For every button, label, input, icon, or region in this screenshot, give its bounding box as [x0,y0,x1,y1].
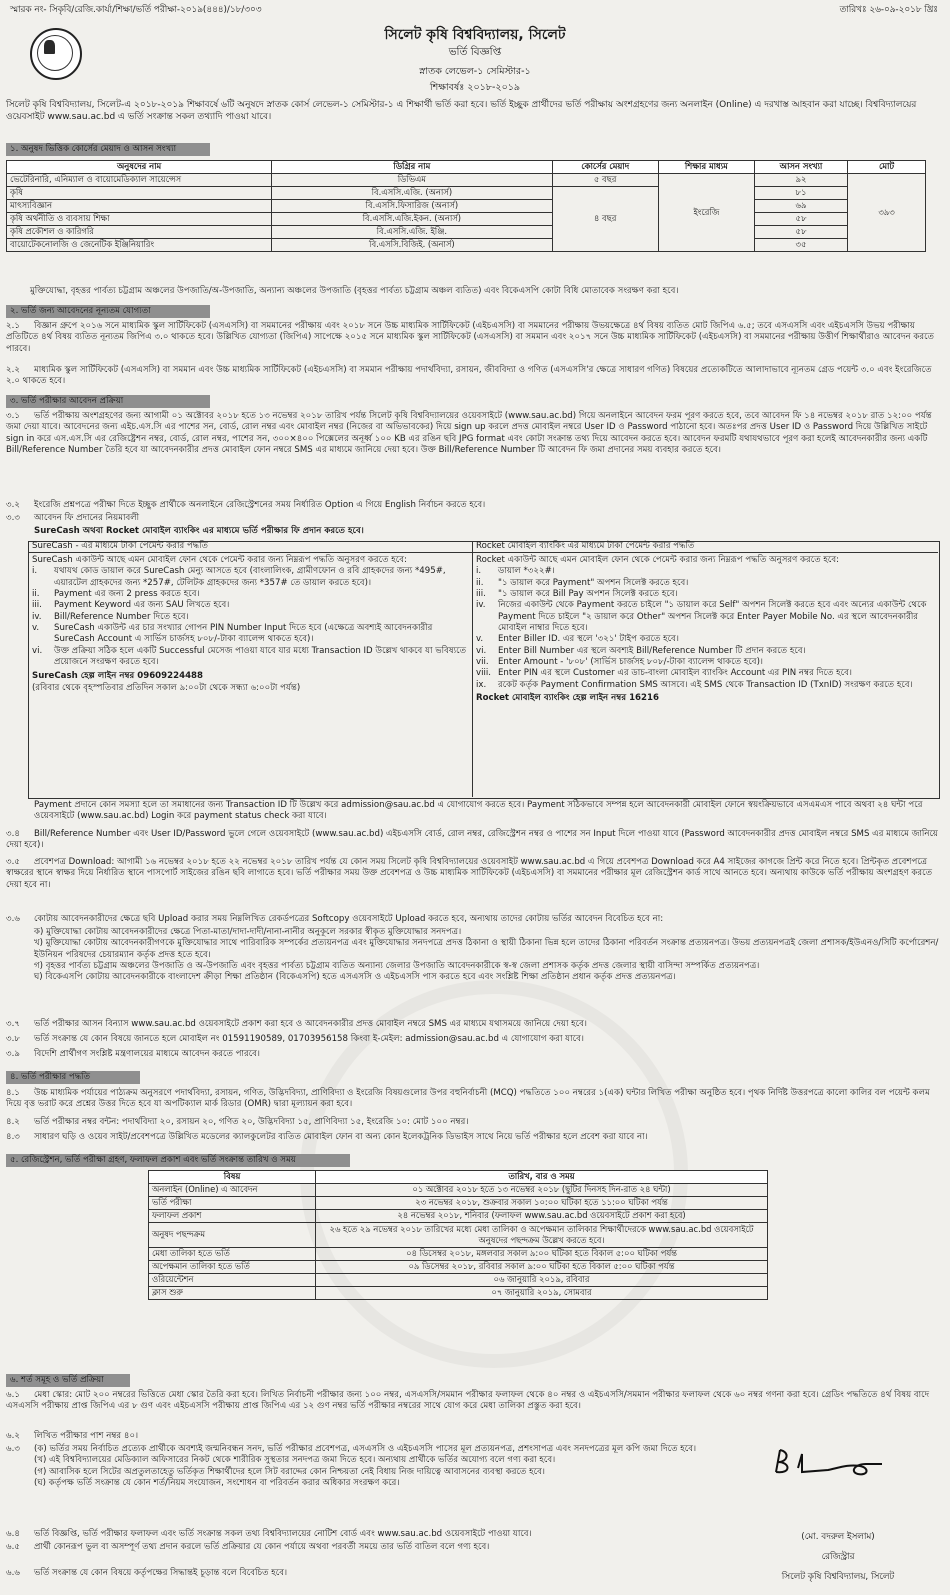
surecash-helpline: SureCash হেল্প লাইন নম্বর 09609224488 [32,671,204,682]
col-faculty: অনুষদের নাম [7,161,272,174]
surecash-step: iii. Payment Keyword এর জন্য SAU লিখতে হবে। [32,600,230,611]
registrar-title: রেজিস্ট্রার [821,1552,855,1562]
table-row: অপেক্ষমান তালিকা হতে ভর্তি ০৯ ডিসেম্বর ২০১৮, রবিবার সকাল ৯:০০ ঘটিকা হতে বিকাল ৫:০০ ঘটিকা পর্যন্ত [149,1261,768,1274]
item-3-9: ৩.৯ বিদেশি প্রার্থীগণ সংশ্লিষ্ট মন্ত্রণালয়ের মাধ্যমে আবেদন করতে পারবে। [6,1049,261,1059]
item-6-5: ৬.৫ প্রার্থী কোনরূপ ভুল বা অসম্পূর্ণ তথ্য প্রদান করলে ভর্তি প্রক্রিয়ার যে কোন পর্যায়ে অথবা পরবর্তী সময়ে তার ভর্তি বাতিল বলে গণ্য হবে। [6,1542,490,1552]
item-4-1: ৪.১ উচ্চ মাধ্যমিক পর্যায়ের পাঠ্যক্রম অনুসরণে পদার্থবিদ্যা, রসায়ন, গণিত, উদ্ভিদবিদ্যা, প্রাণিবিদ্যা ও ইংরেজি বিষয়গুলোর উপর বহুনির্বাচনী (MCQ) পদ্ধতিতে ১০০ নম্বরের ১(এক) ঘন্টার লিখিত পরীক্ষা অনুষ্ঠিত হবে। পৃথক নির্দিষ্ট উত্তরপত্রে কালো কালির বল পয়েন্ট কলম দিয়ে বৃত্ত ভরাট করে প্রশ্নের উত্তর দিতে হবে যা অপটিক্যাল মার্ক রিডার (OMR) দ্বারা মূল্যায়ন করা হবে। [6,1088,930,1110]
surecash-lead: SureCash একাউন্ট আছে এমন মোবাইল ফোন থেকে পেমেন্ট করার জন্য নিম্নরূপ পদ্ধতি অনুসরণ করতে হবে: [32,555,407,565]
table-row: ক্লাস শুরু ০৭ জানুয়ারি ২০১৯, সোমবার [149,1287,768,1300]
item-3-7: ৩.৭ ভর্তি পরীক্ষার আসন বিন্যাস www.sau.ac.bd ওয়েবসাইটে প্রকাশ করা হবে ও আবেদনকারীর প্রদত্ত মোবাইল নম্বরে SMS এর মাধ্যমে যথাসময়ে জানিয়ে দেয়া হবে। [6,1019,587,1029]
table-row: কৃষি প্রকৌশল ও কারিগরি বি.এসসি.এজি. ইঞ্জি. ৫৮ [7,226,926,239]
surecash-hours: (রবিবার থেকে বৃহস্পতিবার প্রতিদিন সকাল ৯:০০টা থেকে সন্ধ্যা ৬:০০টা পর্যন্ত) [32,682,301,693]
rocket-step: ix. রকেট কর্তৃক Payment Confirmation SMS আসবে। এই SMS থেকে Transaction ID (TxnID) সংরক্ষণ করতে হবে। [476,679,913,690]
memo-number: স্মারক নং- সিকৃবি/রেজি.কার্যা/শিক্ষা/ভর্তি পরীক্ষা-২০১৯(৪৪৪)/১৮/৩০৩ [10,5,262,15]
payment-issue-note: Payment প্রদানে কোন সমস্যা হলে তা সমাধানের জন্য Transaction ID টি উল্লেখ করে admission@sau.ac.bd এ যোগাযোগ করতে হবে। Payment সঠিকভাবে সম্পন্ন হলে আবেদনকারী মোবাইল ফোনে স্বয়ংক্রিয়ভাবে এসএমএস পাবে অথবা ২৪ ঘন্টা পরে ওয়েবসাইটে (www.sau.ac.bd) Login করে payment status check করা যাবে। [34,800,923,822]
level-title: স্নাতক লেভেল-১ সেমিস্টার-১ [419,66,531,77]
surecash-step: ii. Payment এর জন্য 2 press করতে হবে। [32,589,200,600]
schedule-table [148,1170,768,1300]
rocket-step: vii. Enter Amount - '৮০৮' (সার্ভিস চার্জসহ ৮০৮/-টাকা ব্যালেন্স থাকতে হবে)। [476,657,764,668]
rocket-step: viii. Enter PIN এর স্থলে Customer এর ডাচ-বাংলা মোবাইল ব্যাংকিং Account এর PIN নম্বর দিতে হবে। [476,668,852,679]
table-row: মেধা তালিকা হতে ভর্তি ০৪ ডিসেম্বর ২০১৮, মঙ্গলবার সকাল ৯:০০ ঘটিকা হতে বিকাল ৫:০০ ঘটিকা পর্যন্ত [149,1248,768,1261]
section-2-heading: ২. ভর্তি জন্য আবেদনের নূন্যতম যোগ্যতা [6,305,210,318]
rocket-lead: Rocket একাউন্ট আছে এমন মোবাইল ফোন থেকে পেমেন্ট করার জন্য নিম্নরূপ পদ্ধতি অনুসরণ করতে হবে: [476,555,840,565]
rocket-step: v. Enter Biller ID. এর স্থলে '৩২১' টাইপ করতে হবে। [476,634,679,645]
col-medium: শিক্ষার মাধ্যম [658,161,754,174]
section-6-heading: ৬. শর্ত সমূহ ও ভর্তি প্রক্রিয়া [6,1374,130,1387]
table-row: অনলাইন (Online) এ আবেদন ০১ অক্টোবর ২০১৮ হতে ১৩ নভেম্বর ২০১৮ (ছুটির দিনসহ দিন-রাত ২৪ ঘন্টা) [149,1184,768,1197]
rocket-step: i. ডায়াল *৩২২#। [476,566,555,577]
notice-title: ভর্তি বিজ্ঞপ্তি [448,46,502,58]
col-seats: আসন সংখ্যা [754,161,847,174]
surecash-step: iv. Bill/Reference Number দিতে হবে। [32,611,189,622]
total-cell: ৩৯৩ [848,174,926,252]
medium-cell: ইংরেজি [658,174,754,252]
item-3-3: ৩.৩ আবেদন ফি প্রদানের নিয়মাবলী [6,513,140,523]
fee-payment-note: SureCash অথবা Rocket মোবাইল ব্যাংকিং এর মাধ্যমে ভর্তি পরীক্ষার ফি প্রদান করতে হবে। [34,526,364,536]
table-row: কৃষি বি.এসসি.এজি. (অনার্স) ৪ বছর ৮১ [7,187,926,200]
surecash-step: i. যথাযথ কোড ডায়াল করে SureCash মেন্যু আসতে হবে (বাংলালিংক, গ্রামীণফোন ও রবি গ্রাহকদের জন্য *495#, এয়ারটেল গ্রাহকদের জন্য *257#, টেলিটক গ্রাহকদের জন্য *357# তে ডায়াল করতে হবে)। [32,566,446,588]
item-3-5: ৩.৫ প্রবেশপত্র Download: আগামী ১৬ নভেম্বর ২০১৮ হতে ২২ নভেম্বর ২০১৮ তারিখ পর্যন্ত যে কোন সময় সিলেট কৃষি বিশ্ববিদ্যালয়ের ওয়েবসাইট www.sau.ac.bd এ গিয়ে প্রবেশপত্র Download করে A4 সাইজের কাগজে প্রিন্ট করে নিতে হবে। প্রিন্টকৃত প্রবেশপত্রে স্বাক্ষরের স্থানে স্বাক্ষর দিয়ে নির্ধারিত স্থানে পাসপোর্ট সাইজের রঙিন ছবি লাগাতে হবে। ভর্তি পরীক্ষার সময় উক্ত প্রবেশপত্র ও উচ্চ মাধ্যমিক সার্টিফিকেট (এইচএসসি) বা সমমানের পরীক্ষার মূল রেজিস্ট্রেশন কার্ড সাথে আনতে হবে। অন্যথায় কাউকে ভর্তি পরীক্ষায় অংশগ্রহণ করতে দেয়া হবে না। [6,857,933,890]
item-3-1: ৩.১ ভর্তি পরীক্ষায় অংশগ্রহণের জন্য আগামী ০১ অক্টোবর ২০১৮ হতে ১৩ নভেম্বর ২০১৮ তারিখ পর্যন্ত সিলেট কৃষি বিশ্ববিদ্যালয়ের ওয়েবসাইটে (www.sau.ac.bd) গিয়ে অনলাইনে আবেদন ফরম পূরণ করতে হবে, তবে আবেদন ফি ১৪ নভেম্বর ২০১৮ রাত ১২:০০ পর্যন্ত জমা দেয়া যাবে। আবেদনের জন্য এইচ.এস.সি এর পাশের সন, বোর্ড, রোল নম্বর এবং মোবাইল নম্বর (নিজের বা অভিভাবকের) দিয়ে sign up করলে প্রদত্ত মোবাইল নম্বরে User ID ও Password পাঠানো হবে। অতঃপর প্রদত্ত User ID ও Password দিয়ে উল্লিখিত সাইটে sign in করে এস.এস.সি এর রেজিষ্ট্রেশন নম্বর, বোর্ড, রোল নম্বর, পাশের সন, ৩০০×৪০০ পিক্সেলের অনূর্ধ্ব ১০০ KB এর রঙিন ছবি JPG format এবং কোটা সংক্রান্ত তথ্য দিয়ে আবেদন করতে হবে। আবেদন ফরমটি যথাযথভাবে পূরণ করা হলেই আবেদনকারীর জন্য একটি Bill/Reference Number তৈরি হবে যা আবেদনকারীর প্রদত্ত মোবাইল ফোন নম্বরে SMS এর মাধ্যমে জানিয়ে দেয়া হবে। উক্ত Bill/Reference Number টি আবেদন ফি জমা প্রদানের সময় ব্যবহার করতে হবে। [6,411,932,456]
col-subject: বিষয় [149,1171,316,1184]
item-3-8: ৩.৮ ভর্তি সংক্রান্ত যে কোন বিষয়ে জানতে হলে মোবাইল নং 01591190589, 01703956158 কিংবা ই-মেইল: admission@sau.ac.bd এ যোগাযোগ করা যাবে। [6,1034,584,1044]
faculty-seat-table [6,160,926,252]
item-4-3: ৪.৩ সাধারণ ঘড়ি ও ওয়েব সাইট/প্রবেশপত্রে উল্লিখিত মডেলের ক্যালকুলেটর ব্যতিত মোবাইল ফোন বা অন্য কোন ইলেকট্রনিক ডিভাইস সাথে নিয়ে ভর্তি পরীক্ষার হলে প্রবেশ করা যাবে না। [6,1132,648,1142]
table-row: কৃষি অর্থনীতি ও ব্যবসায় শিক্ষা বি.এসসি.এজি.ইকন. (অনার্স) ৫৮ [7,213,926,226]
table-header-row [7,161,926,174]
section-4-heading: ৪. ভর্তি পরীক্ষার পদ্ধতি [6,1071,140,1084]
rocket-helpline: Rocket মোবাইল ব্যাংকিং হেল্প লাইন নম্বর 16216 [476,693,659,704]
registrar-name: (মো. বদরুল ইসলাম) [801,1532,875,1542]
registrar-org: সিলেট কৃষি বিশ্ববিদ্যালয়, সিলেট [781,1572,895,1582]
session-title: শিক্ষাবর্ষঃ ২০১৮-২০১৯ [429,82,521,93]
table-row: ওরিয়েন্টেশন ০৬ জানুয়ারি ২০১৯, রবিবার [149,1274,768,1287]
table-row: বায়োটেকনোলজি ও জেনেটিক ইঞ্জিনিয়ারিং বি.এসসি.বিজিই. (অনার্স) ৩৫ [7,239,926,252]
item-3-4: ৩.৪ Bill/Reference Number এবং User ID/Password ভুলে গেলে ওয়েবসাইটে (www.sau.ac.bd) এইচএসসি বোর্ড, রোল নম্বর, রেজিস্ট্রেশন নম্বর ও পাশের সন Input দিলে পাওয়া যাবে (Password আবেদনকারীর প্রদত্ত মোবাইল নম্বরে SMS এর মাধ্যমে জানিয়ে দেয়া হবে)। [6,829,938,851]
rocket-step: iii. "১ ডায়াল করে Bill Pay অপশন সিলেক্ট করতে হবে। [476,589,678,600]
table-row: অনুষদ পছন্দক্রম ২৬ হতে ২৯ নভেম্বর ২০১৮ তারিখের মধ্যে মেধা তালিকা ও অপেক্ষমান তালিকার শিক্ষার্থীদেরকে www.sau.ac.bd ওয়েবসাইটে অনুষদের পছন্দক্রম উল্লেখ করতে হবে। [149,1223,768,1248]
quota-note: মুক্তিযোদ্ধা, বৃহত্তর পার্বত্য চট্টগ্রাম অঞ্চলের উপজাতি/অ-উপজাতি, অন্যান্য অঞ্চলের উপজাতি (বৃহত্তর পার্বত্য চট্টগ্রাম অঞ্চল ব্যতিত) এবং বিকেএসপি কোটা বিধি মোতাবেক সংরক্ষণ করা হবে। [30,286,679,296]
intro-paragraph: সিলেট কৃষি বিশ্ববিদ্যালয়, সিলেট-এ ২০১৮-২০১৯ শিক্ষাবর্ষে ৬টি অনুষদে স্নাতক কোর্স লেভেল-১ সেমিস্টার-১ এ শিক্ষার্থী ভর্তি করা হবে। ভর্তি ইচ্ছুক প্রার্থীদের ভর্তি পরীক্ষায় অংশগ্রহণের জন্য অনলাইন (Online) এ দরখাস্ত আহবান করা যাচ্ছে। বিশ্ববিদ্যালয়ের ওয়েবসাইট www.sau.ac.bd এ ভর্তি সংক্রান্ত সকল তথ্যাদি পাওয়া যাবে। [6,100,917,122]
item-6-6: ৬.৬ ভর্তি সংক্রান্ত যে কোন বিষয়ে কর্তৃপক্ষের সিদ্ধান্তই চূড়ান্ত বলে বিবেচিত হবে। [6,1568,288,1578]
col-date-time: তারিখ, বার ও সময় [316,1171,768,1184]
rocket-panel [472,541,938,797]
item-6-1: ৬.১ মেধা স্কোর: মোট ২০০ নম্বরের ভিত্তিতে মেধা স্কোর তৈরি করা হবে। লিখিত নির্বাচনী পরীক্ষার জন্য ১০০ নম্বর, এসএসসি/সমমান পরীক্ষার ফলাফল থেকে ৪০ নম্বর ও এইচএসসি/সমমান পরীক্ষার ফলাফল থেকে ৬০ নম্বর গণনা করা হবে। গ্রেডিং পদ্ধতিতে ৪র্থ বিষয় বাদে এসএসসি পরীক্ষায় প্রাপ্ত জিপিএ এর ৮ গুণ এবং এইচএসসি পরীক্ষায় প্রাপ্ত জিপিএ এর ১২ গুণ নম্বর ভর্তি পরীক্ষার নম্বরের সাথে যোগ করে মেধা তালিকা প্রস্তুত করা হবে। [6,1390,930,1412]
col-total: মোট [848,161,926,174]
surecash-heading: SureCash - এর মাধ্যমে টাকা পেমেন্ট করার পদ্ধতি [28,541,472,553]
table-header-row [149,1171,768,1184]
rocket-step: vi. Enter Bill Number এর স্থলে অবশ্যই Bill/Reference Number টি প্রদান করতে হবে। [476,645,806,656]
table-row: ভেটেরিনারি, এনিম্যাল ও বায়োমেডিক্যাল সায়েন্সেস ডিভিএম ৫ বছর ইংরেজি ৯২ ৩৯৩ [7,174,926,187]
duration-4-cell: ৪ বছর [552,187,658,252]
notice-date: তারিখঃ ২৬-০৯-২০১৮ খ্রিঃ [839,5,938,15]
section-3-heading: ৩. ভর্তি পরীক্ষার আবেদন প্রক্রিয়া [6,395,210,408]
table-row: ফলাফল প্রকাশ ২৪ নভেম্বর ২০১৮, শনিবার (ফলাফল www.sau.ac.bd ওয়েবসাইটে প্রকাশ করা হবে) [149,1210,768,1223]
surecash-step: vi. উক্ত প্রক্রিয়া সঠিক হলে একটি Successful মেসেজ পাওয়া যাবে যার মধ্যে Transaction ID উল্লেখ থাকবে যা ভবিষ্যতে প্রয়োজনে সংরক্ষণ করতে হবে। [32,645,467,668]
rocket-step: ii. "১ ডায়াল করে Payment" অপশন সিলেক্ট করতে হবে। [476,577,689,588]
col-duration: কোর্সের মেয়াদ [552,161,658,174]
surecash-panel [28,541,473,797]
table-row: ভর্তি পরীক্ষা ২৩ নভেম্বর ২০১৮, শুক্রবার সকাল ১০:০০ ঘটিকা হতে ১১:০০ ঘটিকা পর্যন্ত [149,1197,768,1210]
table-row: মাৎস্যবিজ্ঞান বি.এসসি.ফিসারিজ (অনার্স) ৬৯ [7,200,926,213]
item-4-2: ৪.২ ভর্তি পরীক্ষার নম্বর বন্টন: পদার্থবিদ্যা ২০, রসায়ন ২০, গণিত ২০, উদ্ভিদবিদ্যা ১৫, প্রাণিবিদ্যা ১৫, ইংরেজি ১০: মোট ১০০ নম্বর। [6,1117,469,1127]
section-1-heading: ১. অনুষদ ভিত্তিক কোর্সের মেয়াদ ও আসন সংখ্যা [6,143,210,156]
item-6-2: ৬.২ লিখিত পরীক্ষার পাশ নম্বর ৪০। [6,1431,139,1441]
item-3-2: ৩.২ ইংরেজি প্রশ্নপত্রে পরীক্ষা দিতে ইচ্ছুক প্রার্থীকে অনলাইনে রেজিস্ট্রেশনের সময় নির্ধারিত Option এ গিয়ে English নির্বাচন করতে হবে। [6,500,486,510]
university-name: সিলেট কৃষি বিশ্ববিদ্যালয়, সিলেট [384,27,566,43]
section-5-heading: ৫. রেজিস্ট্রেশন, ভর্তি পরীক্ষা গ্রহণ, ফলাফল প্রকাশ এবং ভর্তি সংক্রান্ত তারিখ ও সময় [6,1154,350,1167]
item-2-1: ২.১ বিজ্ঞান গ্রুপে ২০১৬ সনে মাধ্যমিক স্কুল সার্টিফিকেট (এসএসসি) বা সমমানের পরীক্ষায় এবং ২০১৮ সনে উচ্চ মাধ্যমিক সার্টিফিকেট (এইচএসসি) বা সমমানের পরীক্ষায় উভয়ক্ষেত্রে ৪র্থ বিষয় ব্যতিত মোট জিপিএ ৬.৫; তবে এসএসসি এবং এইচএসসি উভয় পরীক্ষায় প্রতিটিতে ৪র্থ বিষয় ব্যতিত নূন্যতম জিপিএ ৩.০ থাকতে হবে। উল্লিখিত যোগ্যতা (জিপিএ) সাপেক্ষে ২০১৫ সনে মাধ্যমিক স্কুল সার্টিফিকেট (এসএসসি) বা সমমান এবং ২০১৭ সনে উচ্চ মাধ্যমিক সার্টিফিকেট (এইচএসসি) বা সমমানের পরীক্ষায় উত্তীর্ণ শিক্ষার্থীরাও আবেদন করতে পারবে। [6,321,935,354]
quota-documents: ক) মুক্তিযোদ্ধা কোটায় আবেদনকারীদের ক্ষেত্রে পিতা-মাতা/দাদা-দাদী/নানা-নানীর অনুকূলে সরকার স্বীকৃত মুক্তিযোদ্ধার সনদপত্র। খ) মুক্তিযোদ্ধা কোটায় আবেদনকারীগণকে মুক্তিযোদ্ধার সাথে পারিবারিক সম্পর্কের প্রত্যয়নপত্র এবং মুক্তিযোদ্ধার সনদপত্রে প্রদত্ত ঠিকানা ও স্থায়ী ঠিকানা ভিন্ন হলে তাদের ঠিকানা পরিবর্তন সংক্রান্ত প্রত্যয়নপত্র। উভয় প্রত্যয়নপত্রই জেলা প্রশাসক/ইউএনও/সিটি কর্পোরেশন/ইউনিয়ন পরিষদের চেয়ারম্যান কর্তৃক প্রদত্ত হতে হবে। গ) বৃহত্তর পার্বত্য চট্টগ্রাম অঞ্চলের উপজাতি ও অ-উপজাতি এবং বৃহত্তর পার্বত্য চট্টগ্রাম ব্যতিত অন্যান্য জেলার উপজাতি আবেদনকারীকে স্ব-স্ব জেলা প্রশাসক কর্তৃক প্রদত্ত জেলার স্থায়ী বাসিন্দা সম্পর্কিত প্রত্যয়নপত্র। ঘ) বিকেএসপি কোটায় আবেদনকারীকে বাংলাদেশ ক্রীড়া শিক্ষা প্রতিষ্ঠান (বিকেএসপি) হতে এসএসসি ও এইচএসসি পাস করতে হবে এবং সংশ্লিষ্ট শিক্ষা প্রতিষ্ঠান প্রধান কর্তৃক প্রদত্ত প্রত্যয়নপত্র। [34,927,939,983]
item-6-4: ৬.৪ ভর্তি বিজ্ঞপ্তি, ভর্তি পরীক্ষার ফলাফল এবং ভর্তি সংক্রান্ত সকল তথ্য বিশ্ববিদ্যালয়ের নোটিশ বোর্ড এবং www.sau.ac.bd ওয়েবসাইটে পাওয়া যাবে। [6,1529,532,1539]
item-3-6: ৩.৬ কোটায় আবেদনকারীদের ক্ষেত্রে ছবি Upload করার সময় নিম্নলিখিত রেকর্ডপত্রের Softcopy ওয়েবসাইটে Upload করতে হবে, অন্যথায় তাদের কোটায় ভর্তির আবেদন বিবেচিত হবে না: [6,914,664,924]
item-2-2: ২.২ মাধ্যমিক স্কুল সার্টিফিকেট (এসএসসি) বা সমমান এবং উচ্চ মাধ্যমিক সার্টিফিকেট (এইচএসসি) বা সমমান পরীক্ষায় পদার্থবিদ্যা, রসায়ন, জীববিদ্যা ও গণিত (এসএসসি'র ক্ষেত্রে সাধারণ গণিত) বিষয়ের প্রত্যেকটিতে আলাদাভাবে ন্যূনতম গ্রেড পয়েন্ট ৩.০ এবং ইংরেজিতে ২.০ থাকতে হবে। [6,365,932,387]
col-degree: ডিগ্রির নাম [272,161,552,174]
rocket-step: iv. নিজের একাউন্ট থেকে Payment করতে চাইলে "১ ডায়াল করে Self" অপশন সিলেক্ট করতে হবে এবং অন্যের একাউন্ট থেকে Payment দিতে চাইলে "২ ডায়াল করে Other" অপশন সিলেক্ট করে Enter Payer Mobile No. এর স্থলে আবেদনকারীর মোবাইল নাম্বার দিতে হবে। [476,600,927,634]
surecash-step: v. SureCash একাউন্ট এর চার সংখ্যার গোপন PIN Number Input দিতে হবে (এক্ষেত্রে অবশ্যই আবেদনকারীর SureCash Account এ সার্ভিস চার্জসহ ৮০৮/-টাকা ব্যালেন্স থাকতে হবে)। [32,623,433,645]
rocket-heading: Rocket মোবাইল ব্যাংকিং এর মাধ্যমে টাকা পেমেন্ট করার পদ্ধতি [472,541,938,553]
item-6-3: ৬.৩ (ক) ভর্তির সময় নির্বাচিত প্রত্যেক প্রার্থীকে অবশ্যই জন্মনিবন্ধন সনদ, ভর্তি পরীক্ষার প্রবেশপত্র, এসএসসি ও এইচএসসি পাসের মূল প্রত্যয়নপত্র, প্রশংসাপত্র এবং সনদপত্রের মূল কপি জমা দিতে হবে। (খ) এই বিশ্ববিদ্যালয়ের মেডিক্যাল অফিসারের নিকট থেকে শারীরিক সুস্থতার সনদপত্র জমা দিতে হবে। অন্যথায় প্রার্থীকে ভর্তির অযোগ্য বলে গণ্য করা হবে। (গ) আবাসিক হলে সিটের অপ্রতুলতাহেতু ভর্তিকৃত শিক্ষার্থীদের হলে সিট বরাদ্দের কোন নিশ্চয়তা নেই বিধায় নিজ দায়িত্বে আবাসনের ব্যবস্থা করতে হবে। (ঘ) কর্তৃপক্ষ ভর্তি সংক্রান্ত যে কোন শর্ত/নিয়ম সংযোজন, সংশোধন বা পরিবর্তন করার অধিকার সংরক্ষণ করে। [6,1444,697,1489]
